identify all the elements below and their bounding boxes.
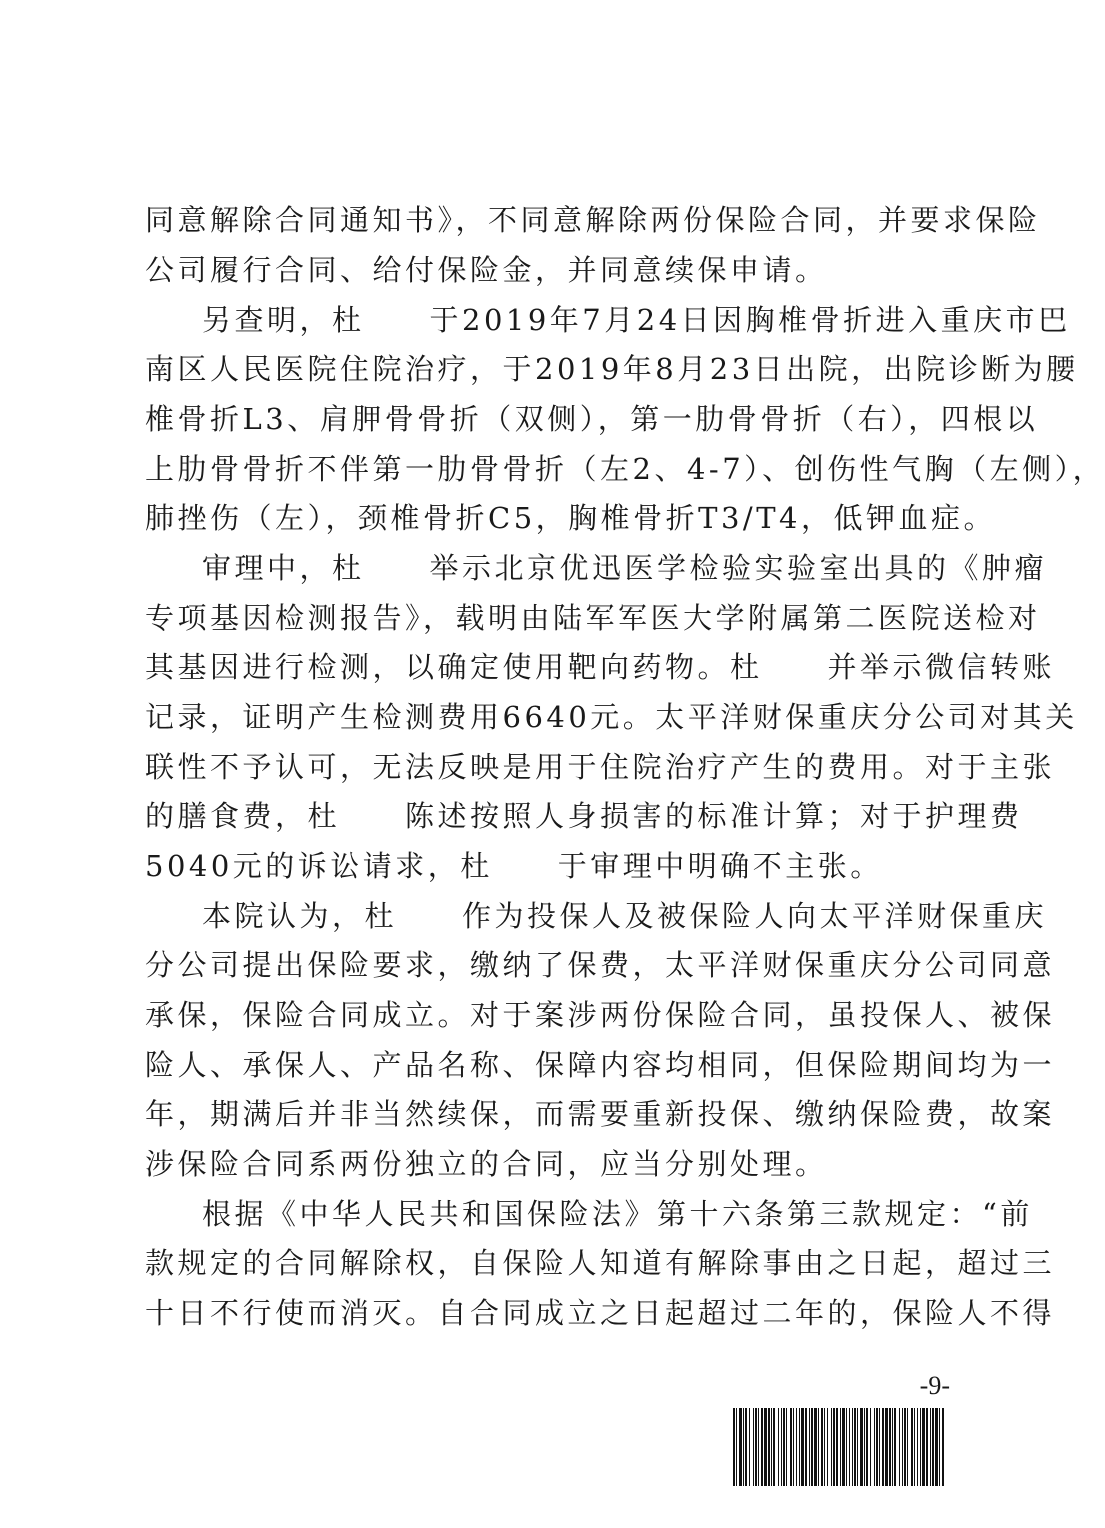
barcode-bar — [930, 1408, 931, 1486]
barcode-bar — [781, 1408, 782, 1486]
barcode-bar — [840, 1408, 841, 1486]
barcode-bar — [743, 1408, 744, 1486]
barcode-bar — [857, 1408, 858, 1486]
text-line: 审理中，杜 举示北京优迅医学检验实验室出具的《肿瘤 — [202, 551, 1048, 585]
barcode-bar — [894, 1408, 896, 1486]
barcode-bar — [790, 1408, 792, 1486]
barcode-bar — [736, 1408, 737, 1486]
barcode-bar — [824, 1408, 825, 1486]
barcode-icon — [733, 1408, 945, 1486]
page-number: -9- — [919, 1371, 950, 1400]
text-line: 另查明，杜 于2019年7月24日因胸椎骨折进入重庆市巴 — [202, 303, 1071, 337]
text-line: 专项基因检测报告》，载明由陆军军医大学附属第二医院送检对 — [145, 601, 1041, 635]
text-line: 南区人民医院住院治疗，于2019年8月23日出院，出院诊断为腰 — [145, 352, 1079, 386]
barcode-bar — [755, 1408, 757, 1486]
text-line: 上肋骨骨折不伴第一肋骨骨折（左2、4-7）、创伤性气胸（左侧）， — [145, 452, 1105, 486]
barcode-bar — [773, 1408, 775, 1486]
barcode-bar — [818, 1408, 819, 1486]
barcode-bar — [836, 1408, 838, 1486]
barcode-bar — [860, 1408, 863, 1486]
barcode-bar — [889, 1408, 891, 1486]
barcode-bar — [866, 1408, 868, 1486]
barcode-bar — [799, 1408, 800, 1486]
barcode-bar — [758, 1408, 759, 1486]
barcode-bar — [796, 1408, 797, 1486]
barcode-bar — [786, 1408, 787, 1486]
text-line: 肺挫伤（左），颈椎骨折C5，胸椎骨折T3/T4，低钾血症。 — [145, 501, 996, 535]
text-line: 记录，证明产生检测费用6640元。太平洋财保重庆分公司对其关 — [145, 700, 1078, 734]
barcode-bar — [926, 1408, 928, 1486]
barcode-bar — [771, 1408, 772, 1486]
barcode-bar — [783, 1408, 785, 1486]
barcode-bar — [864, 1408, 865, 1486]
barcode-bar — [942, 1408, 944, 1486]
barcode-bar — [899, 1408, 900, 1486]
barcode-bar — [733, 1408, 735, 1486]
text-line: 椎骨折L3、肩胛骨骨折（双侧），第一肋骨骨折（右），四根以 — [145, 402, 1039, 436]
barcode-bar — [852, 1408, 853, 1486]
barcode-bar — [876, 1408, 878, 1486]
text-line: 公司履行合同、给付保险金，并同意续保申请。 — [145, 253, 828, 287]
barcode-bar — [761, 1408, 763, 1486]
barcode-bar — [745, 1408, 747, 1486]
barcode-bar — [778, 1408, 779, 1486]
barcode-bar — [793, 1408, 794, 1486]
barcode-bar — [801, 1408, 804, 1486]
barcode-bar — [920, 1408, 921, 1486]
barcode-bar — [885, 1408, 888, 1486]
barcode-bar — [932, 1408, 934, 1486]
text-line: 分公司提出保险要求，缴纳了保费，太平洋财保重庆分公司同意 — [145, 948, 1056, 982]
text-line: 本院认为，杜 作为投保人及被保险人向太平洋财保重庆 — [202, 899, 1048, 933]
barcode-bar — [914, 1408, 915, 1486]
text-line: 承保，保险合同成立。对于案涉两份保险合同，虽投保人、被保 — [145, 998, 1056, 1032]
barcode-bar — [907, 1408, 908, 1486]
barcode-bar — [849, 1408, 850, 1486]
barcode-bar — [814, 1408, 817, 1486]
text-line: 险人、承保人、产品名称、保障内容均相同，但保险期间均为一 — [145, 1048, 1056, 1082]
barcode-bar — [842, 1408, 845, 1486]
barcode-bar — [809, 1408, 810, 1486]
text-line: 其基因进行检测，以确定使用靶向药物。杜 并举示微信转账 — [145, 650, 1056, 684]
text-line: 涉保险合同系两份独立的合同，应当分别处理。 — [145, 1147, 828, 1181]
barcode-bar — [821, 1408, 823, 1486]
barcode-bar — [922, 1408, 925, 1486]
barcode-bar — [874, 1408, 875, 1486]
barcode-bar — [882, 1408, 884, 1486]
barcode-bar — [753, 1408, 754, 1486]
barcode-bar — [827, 1408, 828, 1486]
barcode-bar — [911, 1408, 913, 1486]
barcode-bar — [833, 1408, 835, 1486]
barcode-bar — [831, 1408, 832, 1486]
barcode-bar — [917, 1408, 918, 1486]
barcode-bar — [854, 1408, 856, 1486]
text-line: 年，期满后并非当然续保，而需要重新投保、缴纳保险费，故案 — [145, 1097, 1056, 1131]
text-line: 根据《中华人民共和国保险法》第十六条第三款规定：“前 — [202, 1197, 1033, 1231]
barcode-bar — [879, 1408, 880, 1486]
barcode-bar — [904, 1408, 906, 1486]
barcode-bar — [870, 1408, 871, 1486]
barcode-bar — [805, 1408, 807, 1486]
text-line: 同意解除合同通知书》，不同意解除两份保险合同，并要求保险 — [145, 203, 1041, 237]
text-line: 十日不行使而消灭。自合同成立之日起超过二年的，保险人不得 — [145, 1296, 1056, 1330]
barcode-bar — [811, 1408, 813, 1486]
barcode-bar — [749, 1408, 750, 1486]
barcode-bar — [846, 1408, 847, 1486]
text-line: 5040元的诉讼请求，杜 于审理中明确不主张。 — [145, 849, 883, 883]
barcode-bar — [935, 1408, 938, 1486]
text-line: 款规定的合同解除权，自保险人知道有解除事由之日起，超过三 — [145, 1246, 1056, 1280]
barcode-bar — [902, 1408, 903, 1486]
barcode-bar — [739, 1408, 742, 1486]
barcode-bar — [768, 1408, 770, 1486]
barcode-bar — [764, 1408, 767, 1486]
barcode-bar — [892, 1408, 893, 1486]
barcode-bar — [939, 1408, 940, 1486]
text-line: 联性不予认可，无法反映是用于住院治疗产生的费用。对于主张 — [145, 750, 1056, 784]
text-line: 的膳食费，杜 陈述按照人身损害的标准计算；对于护理费 — [145, 799, 1023, 833]
